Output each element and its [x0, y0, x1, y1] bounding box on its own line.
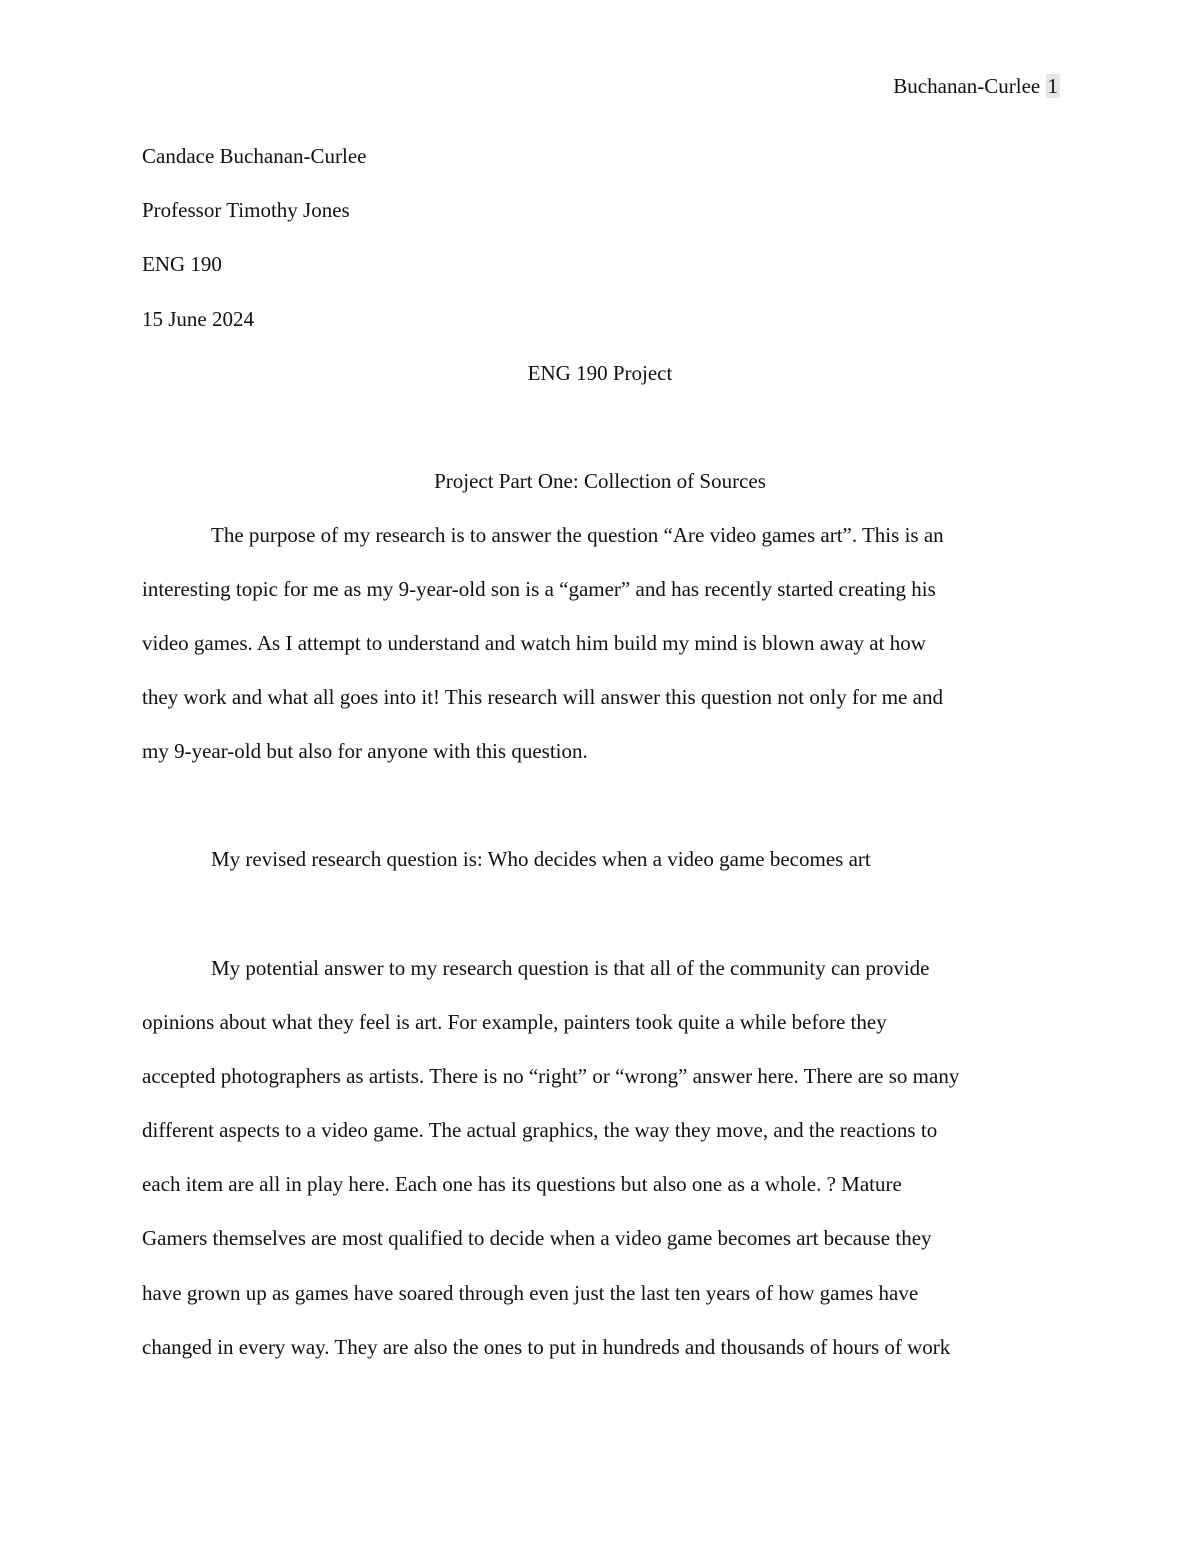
document-date: 15 June 2024 [142, 307, 254, 331]
paragraph-3-line-6: Gamers themselves are most qualified to decide when a video game becomes art because they [142, 1226, 932, 1250]
paragraph-3-line-1: My potential answer to my research question is that all of the community can provide [211, 956, 930, 980]
running-head-name: Buchanan-Curlee [893, 74, 1046, 98]
document-title: ENG 190 Project [527, 361, 673, 385]
paragraph-1-line-5: my 9-year-old but also for anyone with this question. [142, 739, 588, 763]
page-number: 1 [1047, 74, 1058, 98]
paragraph-1-line-1: The purpose of my research is to answer the question “Are video games art”. This is an [211, 523, 944, 547]
section-title: Project Part One: Collection of Sources [434, 469, 766, 493]
paragraph-1-line-3: video games. As I attempt to understand and watch him build my mind is blown away at how [142, 631, 926, 655]
paragraph-1-line-4: they work and what all goes into it! This research will answer this question not only for me and [142, 685, 943, 709]
student-name: Candace Buchanan-Curlee [142, 144, 367, 168]
paragraph-3-line-2: opinions about what they feel is art. For example, painters took quite a while before they [142, 1010, 887, 1034]
paragraph-1-line-2: interesting topic for me as my 9-year-old son is a “gamer” and has recently started creating his [142, 577, 936, 601]
course-name: ENG 190 [142, 252, 222, 276]
professor-name: Professor Timothy Jones [142, 198, 350, 222]
paragraph-3-line-7: have grown up as games have soared through even just the last ten years of how games have [142, 1281, 919, 1305]
paragraph-3-line-5: each item are all in play here. Each one has its questions but also one as a whole. ? Mature [142, 1172, 902, 1196]
running-head [893, 73, 1060, 99]
paragraph-3-line-4: different aspects to a video game. The actual graphics, the way they move, and the reactions to [142, 1118, 938, 1142]
paragraph-2-line-1: My revised research question is: Who decides when a video game becomes art [211, 847, 871, 871]
paragraph-3-line-8: changed in every way. They are also the ones to put in hundreds and thousands of hours of work [142, 1335, 951, 1359]
paragraph-3-line-3: accepted photographers as artists. There is no “right” or “wrong” answer here. There are so many [142, 1064, 960, 1088]
